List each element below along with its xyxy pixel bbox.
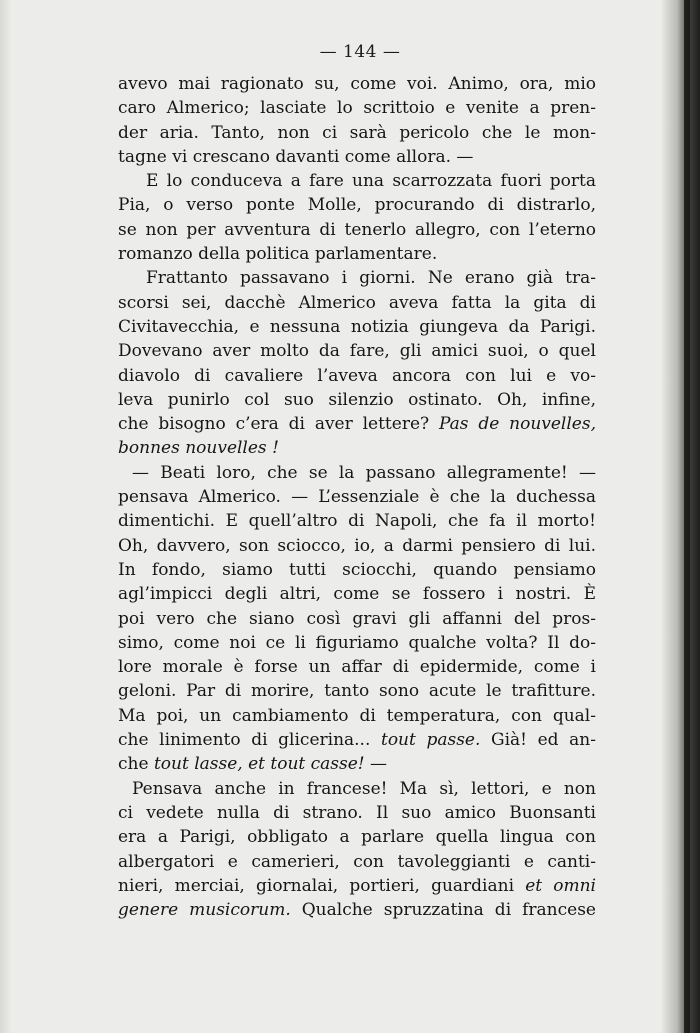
italic-text-segment: tout lasse, et tout casse!: [153, 754, 365, 775]
text-line: [118, 801, 596, 825]
page-number: — 144 —: [319, 42, 401, 62]
text-segment: — Beati loro, che se la passano allegramente! —: [132, 462, 596, 483]
text-line: [118, 558, 596, 582]
italic-text-segment: Pas de nouvelles,: [438, 414, 596, 435]
italic-text-segment: genere musicorum.: [118, 900, 291, 921]
text-segment: che linimento di glicerina...: [118, 730, 381, 751]
text-segment: caro Almerico; lasciate lo scrittoio e venite a pren-: [118, 98, 596, 119]
text-segment: der aria. Tanto, non ci sarà pericolo che le mon-: [118, 122, 596, 143]
text-segment: lore morale è forse un affar di epidermide, come i: [118, 657, 596, 678]
binding-spine: [684, 0, 690, 1033]
text-line: [118, 145, 596, 169]
text-line: [118, 534, 596, 558]
text-line: [118, 412, 596, 436]
text-segment: Pensava anche in francese! Ma sì, lettori, e non: [132, 778, 596, 799]
text-line: [118, 582, 596, 606]
text-line: [118, 728, 596, 752]
text-line: [118, 825, 596, 849]
text-line: [118, 898, 596, 922]
page-gutter-shadow: [0, 0, 12, 1033]
italic-text-segment: bonnes nouvelles !: [118, 438, 279, 459]
text-line: [118, 339, 596, 363]
text-segment: che: [118, 754, 154, 775]
text-segment: dimentichi. E quell’altro di Napoli, che fa il morto!: [118, 511, 596, 532]
text-line: [118, 218, 596, 242]
text-line: [118, 72, 596, 96]
text-line: [118, 631, 596, 655]
text-segment: avevo mai ragionato su, come voi. Animo, ora, mio: [118, 74, 596, 94]
text-segment: Qualche spruzzatina di francese: [290, 900, 596, 921]
text-segment: agl’impicci degli altri, come se fossero i nostri. È: [118, 584, 596, 605]
text-segment: se non per avventura di tenerlo allegro, con l’eterno: [118, 219, 596, 240]
text-line: [118, 850, 596, 874]
text-line: [118, 96, 596, 120]
text-segment: nieri, merciai, giornalai, portieri, guardiani: [118, 875, 526, 896]
text-segment: Frattanto passavano i giorni. Ne erano già tra-: [146, 268, 596, 289]
text-segment: geloni. Par di morire, tanto sono acute le trafitture.: [118, 681, 596, 702]
text-segment: poi vero che siano così gravi gli affanni del pros-: [118, 608, 596, 629]
text-line: [118, 121, 596, 145]
text-line: [118, 485, 596, 509]
text-segment: Pia, o verso ponte Molle, procurando di distrarlo,: [118, 195, 596, 216]
text-line: [118, 242, 596, 266]
text-segment: Dovevano aver molto da fare, gli amici suoi, o quel: [118, 341, 596, 362]
text-line: [118, 266, 596, 290]
text-line: [118, 752, 596, 776]
text-line: [118, 655, 596, 679]
text-line: [118, 679, 596, 703]
text-segment: Ma poi, un cambiamento di temperatura, con qual-: [118, 705, 596, 726]
italic-text-segment: tout passe.: [380, 730, 481, 751]
text-line: [118, 461, 596, 485]
text-segment: —: [364, 754, 388, 775]
text-line: [118, 509, 596, 533]
text-line: [118, 704, 596, 728]
text-line: [118, 169, 596, 193]
text-segment: romanzo della politica parlamentare.: [118, 244, 438, 265]
text-line: [118, 874, 596, 898]
text-segment: albergatori e camerieri, con tavoleggianti e canti-: [118, 851, 596, 872]
text-segment: che bisogno c’era di aver lettere?: [118, 414, 439, 435]
text-line: [118, 193, 596, 217]
text-line: [118, 607, 596, 631]
text-segment: tagne vi crescano davanti come allora. —: [118, 146, 474, 167]
text-line: [118, 436, 596, 460]
text-segment: ci vedete nulla di strano. Il suo amico Buonsanti: [118, 802, 596, 823]
text-segment: In fondo, siamo tutti sciocchi, quando pensiamo: [118, 559, 596, 580]
text-segment: scorsi sei, dacchè Almerico aveva fatta la gita di: [118, 292, 596, 313]
text-segment: diavolo di cavaliere l’aveva ancora con lui e vo-: [118, 365, 596, 386]
text-segment: leva punirlo col suo silenzio ostinato. Oh, infine,: [118, 389, 596, 410]
text-line: [118, 777, 596, 801]
body-text: [118, 72, 596, 922]
text-segment: Oh, davvero, son sciocco, io, a darmi pensiero di lui.: [118, 535, 596, 556]
text-segment: Già! ed an-: [480, 730, 597, 751]
text-line: [118, 388, 596, 412]
text-line: [118, 291, 596, 315]
text-segment: pensava Almerico. — L’essenziale è che la duchessa: [118, 487, 596, 508]
italic-text-segment: et omni: [525, 875, 596, 896]
text-segment: era a Parigi, obbligato a parlare quella lingua con: [118, 827, 596, 848]
text-line: [118, 315, 596, 339]
text-segment: Civitavecchia, e nessuna notizia giungeva da Parigi.: [118, 316, 596, 337]
page-binding-edge: [662, 0, 700, 1033]
text-segment: simo, come noi ce li figuriamo qualche volta? Il do-: [118, 632, 596, 653]
text-line: [118, 364, 596, 388]
text-segment: E lo conduceva a fare una scarrozzata fuori porta: [146, 171, 596, 192]
